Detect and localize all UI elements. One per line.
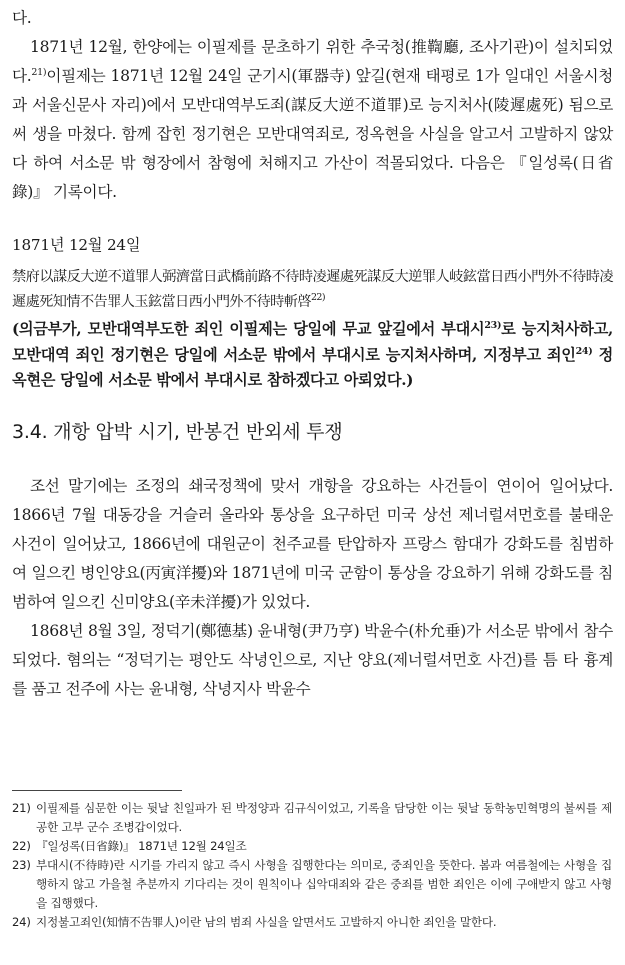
footnote-text: 『일성록(日省錄)』 1871년 12월 24일조 xyxy=(36,839,247,853)
spacer xyxy=(12,257,613,265)
paragraph-chugukcheong xyxy=(12,33,613,207)
record-translation-part-b: 로 능지처사하고, 모반대역 죄인 정기현은 당일에 서소문 밖에서 부대시로 능지처사하며, 지정부고 죄인 xyxy=(12,320,613,364)
footnote-number: 22) xyxy=(12,839,31,853)
paragraph-1868-execution: 1868년 8월 3일, 정덕기(鄭德基) 윤내형(尹乃亨) 박윤수(朴允垂)가 서소문 밖에서 참수되었다. 혐의는 “정덕기는 평안도 삭녕인으로, 지난 양요(제너럴셔먼호 사건)를 틈 타 흉계를 품고 전주에 사는 윤내형, 삭녕지사 박윤수 xyxy=(12,621,613,698)
footnote-text: 부대시(不待時)란 시기를 가리지 않고 즉시 사형을 집행한다는 의미로, 중죄인을 뜻한다. 봄과 여름철에는 사형을 집행하지 않고 가을철 추분까지 기다리는 것이 원칙이나 십악대죄와 같은 중죄를 범한 죄인은 이에 구애받지 않고 사형을 집행했다. xyxy=(36,858,612,910)
footnote-ref-22: 22) xyxy=(310,292,325,303)
record-hanja-body: 禁府以謀反大逆不道罪人弼濟當日武橋前路不待時凌遲處死謀反大逆罪人岐鉉當日西小門外不待時凌遲處死知情不告罪人玉鉉當日西小門外不待時斬啓 xyxy=(12,269,613,310)
footnotes xyxy=(12,799,612,932)
footnote-text: 이필제를 심문한 이는 뒷날 친일파가 된 박정양과 김규식이었고, 기록을 담당한 이는 뒷날 동학농민혁명의 불씨를 제공한 고부 군수 조병갑이었다. xyxy=(36,801,612,834)
footnote-ref-23: 23) xyxy=(484,320,502,331)
footnote-24 xyxy=(12,913,612,932)
record-hanja-text xyxy=(12,265,613,315)
footnote-23 xyxy=(12,856,612,913)
footnote-number: 23) xyxy=(12,858,31,872)
footnote-21 xyxy=(12,799,612,837)
footnote-number: 21) xyxy=(12,801,31,815)
record-translation-part-c: 정옥현은 당일에 서소문 밖에서 부대시로 참하겠다고 아뢰었다.) xyxy=(12,345,613,389)
paragraph-opening-pressure: 조선 말기에는 조정의 쇄국정책에 맞서 개항을 강요하는 사건들이 연이어 일어났다. 1866년 7월 대동강을 거슬러 올라와 통상을 요구하던 미국 상선 제너럴셔먼호를 불태운 사건이 일어났고, 1866년에 대원군이 천주교를 탄압하자 프랑스 함대가 강화도를 침범하여 일으킨 병인양요(丙寅洋擾)와 1871년에 미국 군함이 통상을 강요하기 위해 강화도를 침범하여 일으킨 신미양요(辛未洋擾)가 있었다. xyxy=(12,476,613,611)
paragraph-chugukcheong-part-a: 1871년 12월, 한양에는 이필제를 문초하기 위한 추국청(推鞫廳, 조사기관)이 설치되었다. xyxy=(12,38,613,85)
ilseongnok-record xyxy=(12,233,613,394)
footnote-ref-24: 24) xyxy=(575,345,593,357)
footnote-text: 지정불고죄인(知情不告罪人)이란 남의 범죄 사실을 알면서도 고발하지 아니한 죄인을 말한다. xyxy=(36,915,497,929)
footnote-ref-21: 21) xyxy=(31,67,47,78)
footnote-number: 24) xyxy=(12,915,31,929)
spacer xyxy=(12,207,613,233)
body-text xyxy=(12,4,613,207)
footnote-divider xyxy=(12,790,182,791)
footnote-22 xyxy=(12,837,612,856)
paragraph-chugukcheong-part-b: 이필제는 1871년 12월 24일 군기시(軍器寺) 앞길(현재 태평로 1가 일대인 서울시청과 서울신문사 자리)에서 모반대역부도죄(謀反大逆不道罪)로 능지처사(陵遲處死) 됨으로써 생을 마쳤다. 함께 잡힌 정기현은 모반대역죄로, 정옥현을 사실을 알고서 고발하지 않았다 하여 서소문 밖 형장에서 참형에 처해지고 가산이 적몰되었다. 다음은 『일성록(日省錄)』 기록이다. xyxy=(12,67,613,201)
record-translation-part-a: (의금부가, 모반대역부도한 죄인 이필제는 당일에 무교 앞길에서 부대시 xyxy=(12,320,485,338)
section-heading: 3.4. 개항 압박 시기, 반봉건 반외세 투쟁 xyxy=(12,420,343,443)
record-date: 1871년 12월 24일 xyxy=(12,236,141,254)
top-fragment: 다. xyxy=(12,9,32,27)
section-body xyxy=(12,472,613,704)
record-translation xyxy=(12,317,613,394)
